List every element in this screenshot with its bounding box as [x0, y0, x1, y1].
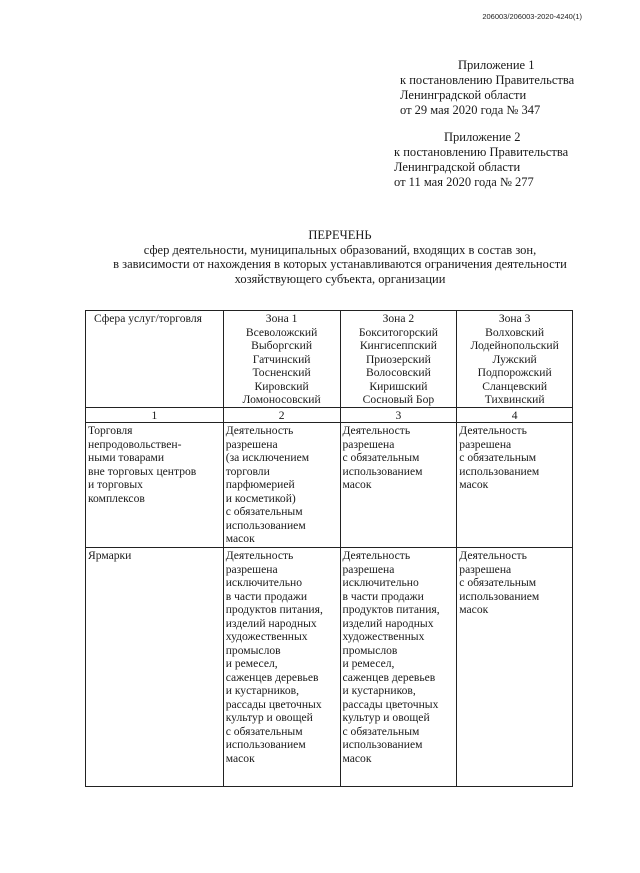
- cell-line: и ремесел,: [342, 657, 395, 670]
- cell-line: масок: [459, 603, 489, 616]
- district-name: Кингисеппский: [359, 339, 437, 352]
- cell-line: и косметикой): [225, 491, 296, 505]
- cell-line: и ремесел,: [225, 657, 278, 670]
- cell-line: рассады цветочных: [342, 697, 439, 711]
- cell-line: продуктов питания,: [225, 603, 323, 616]
- column-number: 3: [340, 407, 457, 423]
- cell-line: в части продажи: [225, 589, 308, 603]
- cell-line: разрешена: [459, 562, 512, 576]
- zones-table: [85, 310, 573, 787]
- district-name: Ломоносовский: [242, 393, 321, 406]
- header-zone-3-cell: [457, 311, 573, 408]
- column-number-row: [86, 407, 573, 423]
- district-name: Волосовский: [365, 366, 431, 379]
- cell-line: промыслов: [225, 643, 281, 657]
- zone-2-cell: [340, 548, 457, 787]
- header-sphere-label: Сфера услуг/торговля: [94, 312, 202, 325]
- cell-line: Деятельность: [225, 549, 294, 562]
- district-name: Сосновый Бор: [362, 393, 435, 406]
- cell-line: торговли: [225, 464, 270, 478]
- cell-line: использованием: [225, 518, 306, 532]
- cell-line: с обязательным: [459, 451, 537, 464]
- title-line: сфер деятельности, муниципальных образований, входящих в состав зон,: [143, 242, 537, 257]
- cell-line: разрешена: [459, 437, 512, 451]
- cell-line: изделий народных: [342, 616, 434, 630]
- district-name: Лодейнопольский: [470, 339, 559, 352]
- zone-3-cell: [457, 423, 573, 548]
- cell-line: использованием: [225, 738, 306, 751]
- cell-line: разрешена: [225, 437, 278, 451]
- cell-line: масок: [225, 751, 255, 765]
- cell-line: и кустарников,: [342, 684, 416, 697]
- title-line: в зависимости от нахождения в которых устанавливаются ограничения деятельности: [113, 257, 567, 271]
- cell-line: масок: [342, 478, 372, 491]
- district-name: Киришский: [369, 379, 428, 393]
- cell-line: культур и овощей: [225, 711, 313, 724]
- appendix-1-line: к постановлению Правительства: [400, 73, 575, 87]
- document-id: 206003/206003-2020-4240(1): [482, 12, 582, 21]
- cell-line: Деятельность: [459, 549, 527, 562]
- cell-line: и кустарников,: [225, 684, 300, 697]
- column-number: 4: [457, 407, 573, 423]
- cell-line: и торговых: [88, 478, 143, 491]
- appendix-1-line: Ленинградской области: [400, 88, 527, 102]
- document-title: [60, 228, 620, 286]
- appendix-1-line: от 29 мая 2020 года № 347: [400, 103, 541, 117]
- cell-line: рассады цветочных: [225, 697, 322, 711]
- cell-line: вне торговых центров: [88, 464, 197, 478]
- appendix-2-line: Ленинградской области: [394, 160, 521, 174]
- column-number: 1: [86, 407, 224, 423]
- cell-line: продуктов питания,: [342, 603, 440, 616]
- cell-line: масок: [459, 478, 489, 491]
- cell-line: с обязательным: [342, 451, 420, 464]
- zone-1-cell: [223, 423, 340, 548]
- cell-line: с обязательным: [459, 576, 537, 589]
- table-header-row: [86, 311, 573, 408]
- cell-line: парфюмерией: [225, 478, 295, 491]
- column-number: 2: [223, 407, 340, 423]
- appendix-1-block: [400, 58, 574, 118]
- cell-line: разрешена: [225, 562, 278, 576]
- appendix-2-line: к постановлению Правительства: [394, 145, 569, 159]
- title-line: хозяйствующего субъекта, организации: [234, 271, 446, 286]
- table-row: [86, 423, 573, 548]
- district-name: Тихвинский: [484, 393, 545, 406]
- table-row: [86, 548, 573, 787]
- district-name: Бокситогорский: [358, 325, 438, 339]
- cell-line: комплексов: [88, 491, 145, 505]
- cell-line: Ярмарки: [88, 549, 132, 562]
- cell-line: Торговля: [88, 424, 133, 437]
- cell-line: масок: [342, 751, 372, 765]
- header-sphere-cell: [86, 311, 224, 408]
- header-zone-2-cell: [340, 311, 457, 408]
- district-name: Подпорожский: [477, 366, 552, 379]
- appendix-1-line: Приложение 1: [458, 58, 535, 72]
- district-name: Тосненский: [252, 366, 311, 379]
- cell-line: Деятельность: [342, 549, 411, 562]
- cell-line: в части продажи: [342, 589, 424, 603]
- cell-line: разрешена: [342, 562, 395, 576]
- cell-line: масок: [225, 532, 255, 545]
- cell-line: саженцев деревьев: [342, 670, 436, 684]
- zone-1-cell: [223, 548, 340, 787]
- cell-line: художественных: [225, 630, 308, 643]
- zone-title: Зона 3: [498, 312, 531, 325]
- cell-line: использованием: [459, 464, 540, 478]
- district-name: Гатчинский: [252, 352, 311, 366]
- cell-line: использованием: [342, 738, 423, 751]
- sphere-cell: [86, 423, 224, 548]
- cell-line: разрешена: [342, 437, 395, 451]
- district-name: Всеволожский: [245, 325, 318, 339]
- cell-line: с обязательным: [225, 505, 303, 518]
- appendix-2-block: [394, 130, 568, 190]
- cell-line: художественных: [342, 630, 425, 643]
- cell-line: с обязательным: [225, 724, 303, 738]
- appendix-2-line: от 11 мая 2020 года № 277: [394, 175, 534, 189]
- district-name: Лужский: [492, 352, 537, 366]
- cell-line: саженцев деревьев: [225, 670, 319, 684]
- cell-line: Деятельность: [225, 424, 294, 437]
- cell-line: исключительно: [225, 576, 303, 589]
- district-name: Волховский: [485, 325, 545, 339]
- zone-3-cell: [457, 548, 573, 787]
- district-name: Выборгский: [251, 339, 313, 352]
- header-zone-1-cell: [223, 311, 340, 408]
- cell-line: Деятельность: [342, 424, 411, 437]
- zone-title: Зона 2: [382, 312, 415, 325]
- appendix-2-line: Приложение 2: [444, 130, 521, 144]
- cell-line: непродовольствен-: [88, 437, 182, 451]
- district-name: Кировский: [254, 379, 309, 393]
- cell-line: культур и овощей: [342, 711, 430, 724]
- cell-line: (за исключением: [225, 451, 310, 464]
- sphere-cell: [86, 548, 224, 787]
- cell-line: исключительно: [342, 576, 419, 589]
- cell-line: использованием: [342, 464, 423, 478]
- zone-2-cell: [340, 423, 457, 548]
- cell-line: с обязательным: [342, 724, 420, 738]
- district-name: Сланцевский: [482, 379, 548, 393]
- cell-line: промыслов: [342, 643, 398, 657]
- cell-line: использованием: [459, 589, 540, 603]
- cell-line: изделий народных: [225, 616, 317, 630]
- zone-title: Зона 1: [265, 312, 298, 325]
- cell-line: ными товарами: [88, 451, 165, 464]
- cell-line: Деятельность: [459, 424, 527, 437]
- district-name: Приозерский: [365, 352, 431, 366]
- title-heading: ПЕРЕЧЕНЬ: [308, 228, 372, 242]
